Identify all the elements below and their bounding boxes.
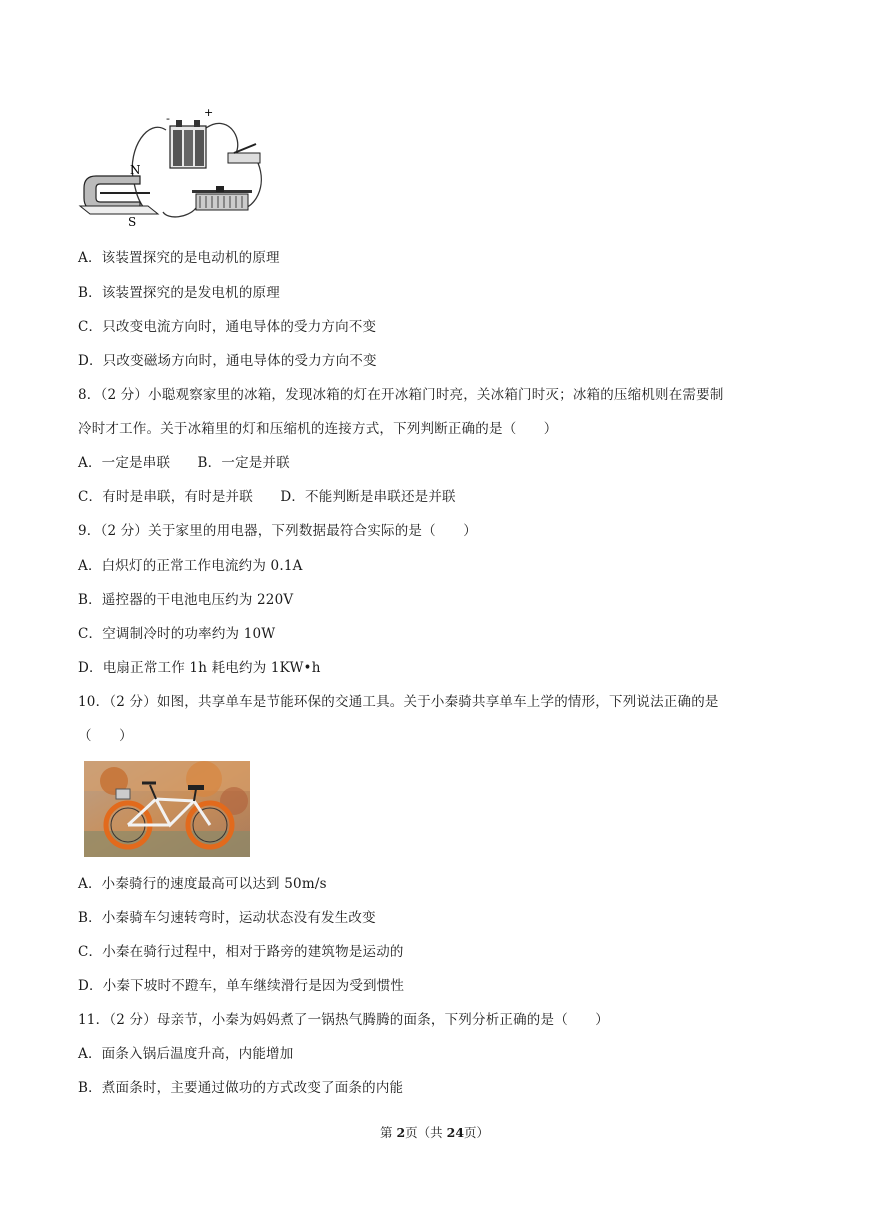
footer-prefix: 第: [379, 1125, 397, 1140]
footer-suffix: 页）: [464, 1125, 490, 1140]
total-page-count: 24: [446, 1125, 465, 1140]
q9-option-c: C．空调制冷时的功率约为 10W: [78, 626, 276, 642]
current-page-number: 2: [396, 1125, 406, 1140]
q7-option-c: C．只改变电流方向时，通电导体的受力方向不变: [78, 319, 377, 335]
page-footer: [0, 1124, 869, 1142]
s-pole-label: S: [128, 215, 137, 229]
n-pole-label: N: [130, 163, 141, 177]
q10-option-d: D．小秦下坡时不蹬车，单车继续滑行是因为受到惯性: [78, 978, 405, 994]
q8-stem-line2: 冷时才工作。关于冰箱里的灯和压缩机的连接方式，下列判断正确的是（ ）: [78, 421, 558, 437]
q10-option-b: B．小秦骑车匀速转弯时，运动状态没有发生改变: [78, 910, 376, 926]
shared-bicycle-photo: [84, 761, 250, 857]
q10-stem-line1: 10．（2 分）如图，共享单车是节能环保的交通工具。关于小秦骑共享单车上学的情形，下列说法正确的是: [78, 694, 719, 710]
q9-stem: 9．（2 分）关于家里的用电器，下列数据最符合实际的是（ ）: [78, 523, 477, 539]
q10-option-a: A．小秦骑行的速度最高可以达到 50m/s: [78, 876, 327, 892]
q8-options-cd: C．有时是串联，有时是并联 D．不能判断是串联还是并联: [78, 489, 456, 505]
q9-option-d: D．电扇正常工作 1h 耗电约为 1KW•h: [78, 660, 321, 676]
q9-option-a: A．白炽灯的正常工作电流约为 0.1A: [78, 558, 303, 574]
q11-option-b: B．煮面条时，主要通过做功的方式改变了面条的内能: [78, 1080, 404, 1096]
q10-stem-line2: （ ）: [78, 728, 133, 744]
q7-option-b: B．该装置探究的是发电机的原理: [78, 285, 280, 301]
q9-option-b: B．遥控器的干电池电压约为 220V: [78, 592, 294, 608]
q8-options-ab: A．一定是串联 B．一定是并联: [78, 455, 290, 471]
plus-label: +: [204, 108, 214, 119]
footer-middle: 页（共: [405, 1125, 447, 1140]
q11-option-a: A．面条入锅后温度升高，内能增加: [78, 1046, 294, 1062]
q7-option-a: A．该装置探究的是电动机的原理: [78, 250, 280, 266]
motor-apparatus-figure: [78, 108, 268, 230]
minus-label: -: [166, 112, 170, 125]
q7-option-d: D．只改变磁场方向时，通电导体的受力方向不变: [78, 353, 377, 369]
q8-stem-line1: 8．（2 分）小聪观察家里的冰箱，发现冰箱的灯在开冰箱门时亮，关冰箱门时灭；冰箱的压缩机则在需要制: [78, 387, 724, 403]
q11-stem: 11．（2 分）母亲节，小秦为妈妈煮了一锅热气腾腾的面条，下列分析正确的是（ ）: [78, 1012, 610, 1028]
q10-option-c: C．小秦在骑行过程中，相对于路旁的建筑物是运动的: [78, 944, 404, 960]
